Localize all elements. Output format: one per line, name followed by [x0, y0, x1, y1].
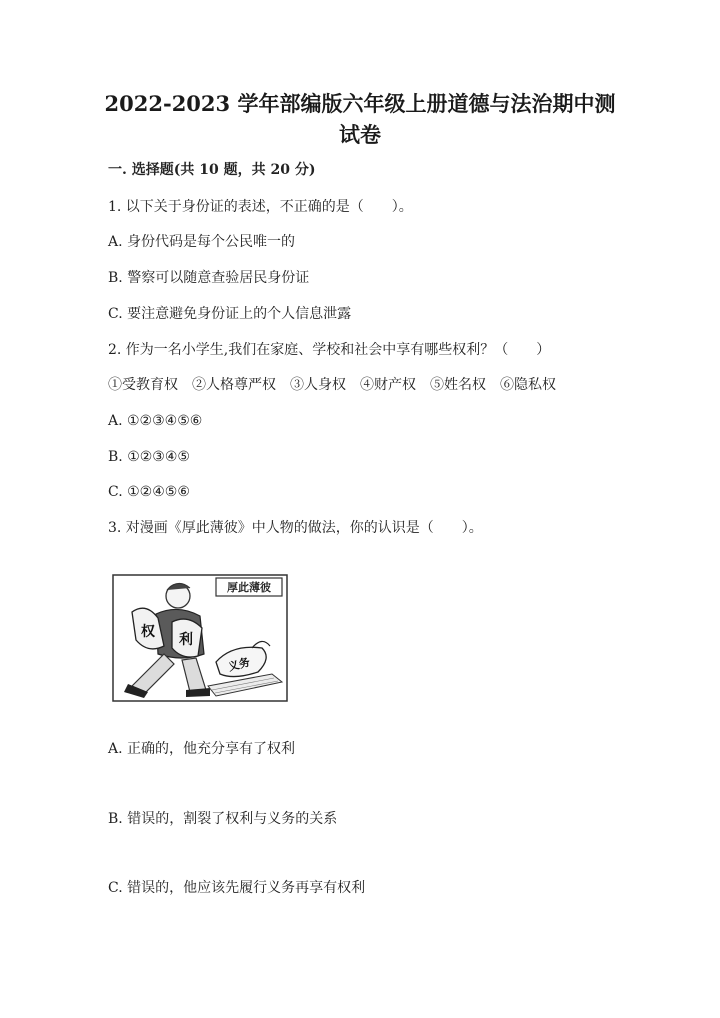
cartoon-image: [112, 574, 288, 702]
question-3-stem: 3. 对漫画《厚此薄彼》中人物的做法，你的认识是（ ）。: [108, 520, 483, 536]
question-2-option-b: B. ①②③④⑤: [108, 449, 190, 465]
question-2-stem: 2. 作为一名小学生,我们在家庭、学校和社会中享有哪些权利？（ ）: [108, 342, 551, 358]
page-title-line2: 试卷: [339, 122, 381, 147]
cartoon-caption: 厚此薄彼: [227, 581, 271, 594]
section-heading: 一. 选择题(共 10 题，共 20 分): [108, 162, 316, 178]
question-3-option-a: A. 正确的，他充分享有了权利: [108, 741, 296, 757]
question-1-option-c: C. 要注意避免身份证上的个人信息泄露: [108, 306, 352, 322]
question-3-option-b: B. 错误的，割裂了权利与义务的关系: [108, 811, 338, 827]
question-1-option-a: A. 身份代码是每个公民唯一的: [108, 234, 296, 250]
question-2-rights-list: ①受教育权 ②人格尊严权 ③人身权 ④财产权 ⑤姓名权 ⑥隐私权: [108, 377, 556, 393]
bag-rights-right-label: 利: [179, 632, 193, 648]
page-title-line1: 2022-2023 学年部编版六年级上册道德与法治期中测: [104, 91, 616, 116]
question-1-option-b: B. 警察可以随意查验居民身份证: [108, 270, 310, 286]
question-2-option-c: C. ①②④⑤⑥: [108, 484, 190, 500]
bag-rights-left-label: 权: [141, 624, 155, 640]
bag-duty-label: 义务: [226, 655, 252, 674]
question-3-option-c: C. 错误的，他应该先履行义务再享有权利: [108, 880, 366, 896]
question-2-option-a: A. ①②③④⑤⑥: [108, 413, 203, 429]
question-1-stem: 1. 以下关于身份证的表述，不正确的是（ ）。: [108, 199, 413, 215]
